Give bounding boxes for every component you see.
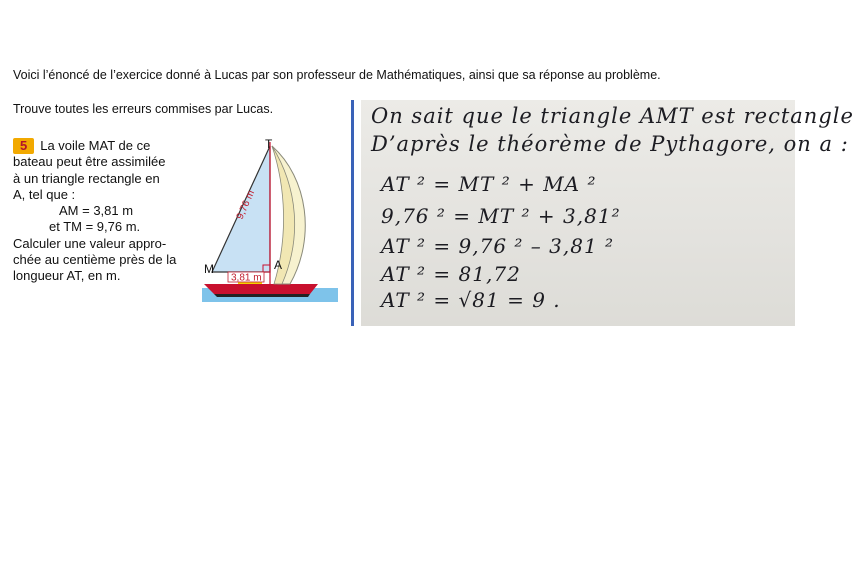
- handwritten-line-5: AT ² = 9,76 ² – 3,81 ²: [381, 234, 615, 258]
- exercise-statement: [13, 138, 193, 285]
- exercise-line-3: à un triangle rectangle en: [13, 170, 160, 186]
- exercise-line-4: A, tel que :: [13, 186, 76, 202]
- hull-shadow: [214, 294, 310, 297]
- base-length-label: 3,81 m: [231, 272, 262, 284]
- intro-text: Voici l’énoncé de l’exercice donné à Lucas par son professeur de Mathématiques, ainsi que sa réponse au problème.: [13, 68, 661, 82]
- exercise-tm-value: et TM = 9,76 m.: [49, 219, 141, 235]
- label-m: M: [204, 262, 214, 276]
- column-divider: [351, 100, 354, 326]
- exercise-line-8: chée au centième près de la: [13, 252, 177, 268]
- hypotenuse-length-label: 9,76 m: [234, 188, 258, 222]
- exercise-line-1-text: La voile MAT de ce: [40, 138, 151, 153]
- handwritten-line-2: D’après le théorème de Pythagore, on a :: [371, 132, 849, 156]
- handwritten-line-1: On sait que le triangle AMT est rectangle: [371, 104, 854, 128]
- label-t: T: [265, 137, 273, 151]
- exercise-line-7: Calculer une valeur appro-: [13, 235, 167, 251]
- handwritten-line-6: AT ² = 81,72: [381, 262, 521, 286]
- handwritten-line-3: AT ² = MT ² + MA ²: [381, 172, 597, 196]
- exercise-am-value: AM = 3,81 m: [59, 203, 134, 219]
- exercise-number-badge: 5: [13, 138, 34, 154]
- sailboat-figure: [190, 138, 340, 306]
- handwritten-line-4: 9,76 ² = MT ² + 3,81²: [381, 204, 621, 228]
- hull-shape: [204, 284, 318, 294]
- exercise-line-1: [13, 138, 193, 154]
- exercise-line-9: longueur AT, en m.: [13, 268, 121, 284]
- task-text: Trouve toutes les erreurs commises par Lucas.: [13, 102, 274, 116]
- label-a: A: [274, 258, 283, 272]
- handwritten-answer-photo: [361, 100, 854, 326]
- handwritten-line-7: AT ² = √81 = 9 .: [381, 288, 561, 312]
- exercise-line-2: bateau peut être assimilée: [13, 154, 166, 170]
- sailboat-illustration: [190, 138, 340, 306]
